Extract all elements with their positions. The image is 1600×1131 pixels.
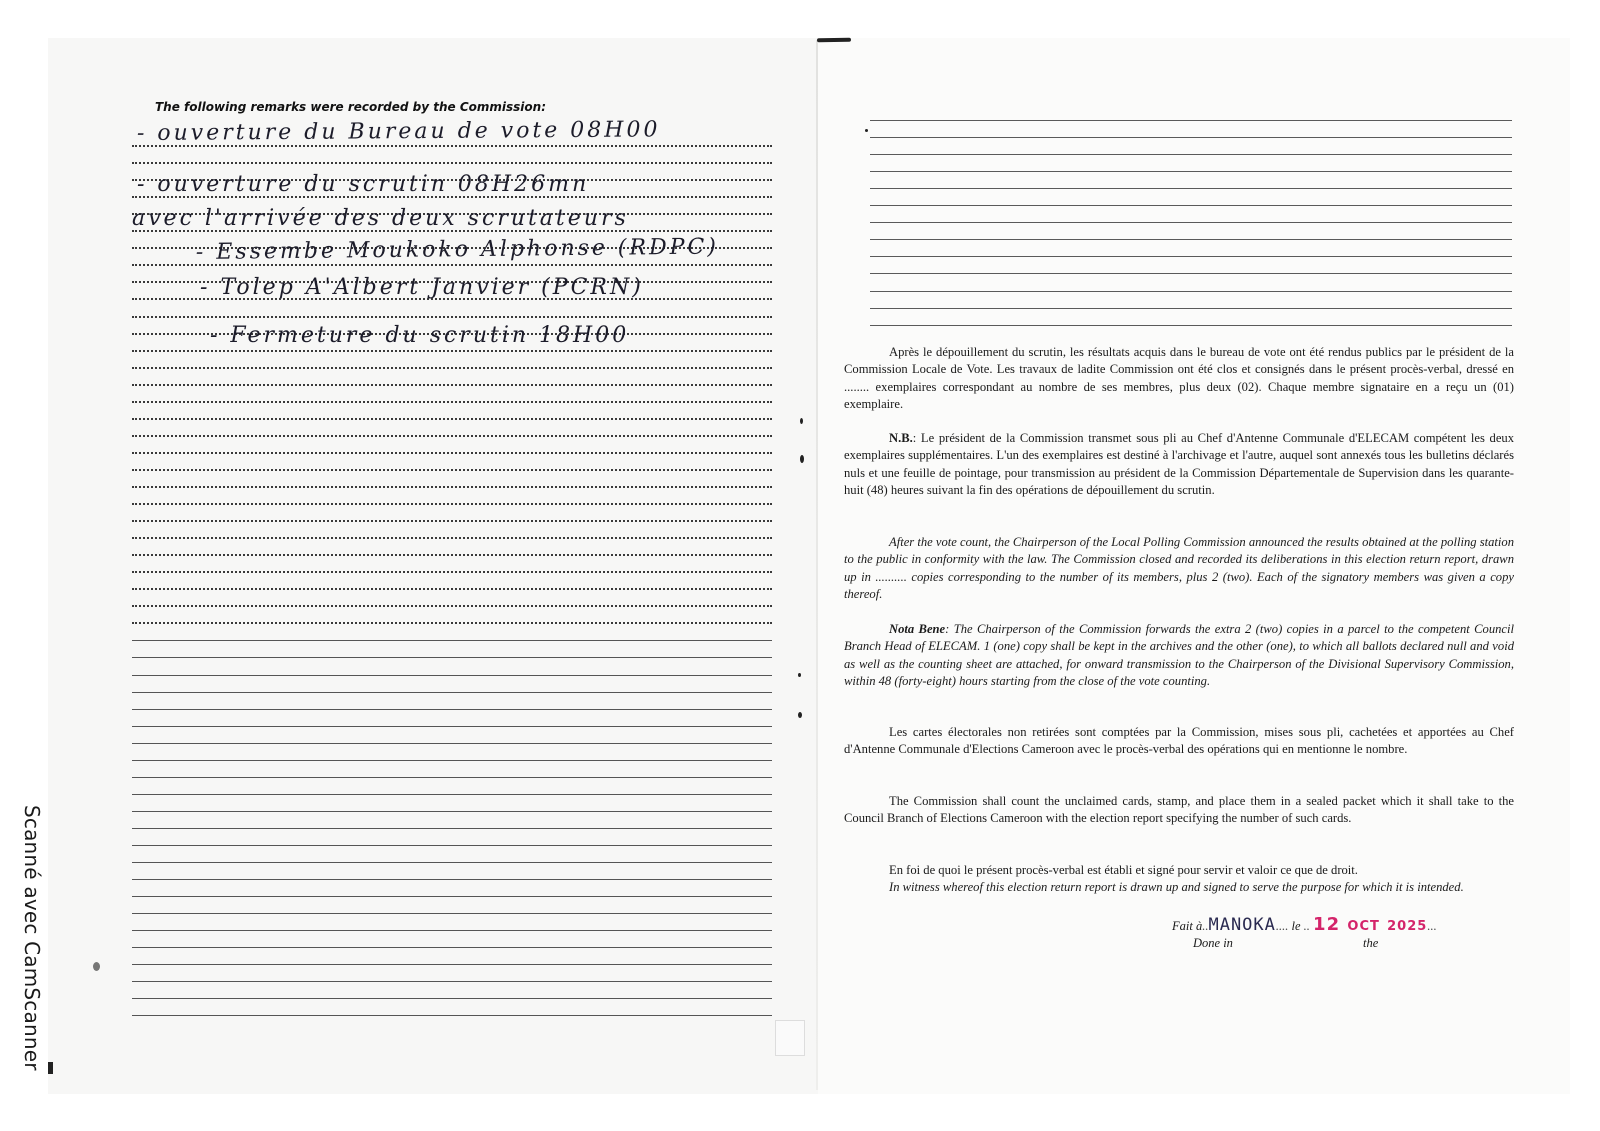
paragraph-fr-witness: En foi de quoi le présent procès-verbal est établi et signé pour servir et valoir ce que de droit. — [889, 863, 1358, 877]
ruled-line — [870, 240, 1512, 257]
fait-a-label: Fait à — [1172, 919, 1203, 933]
ruled-line — [870, 189, 1512, 206]
ruled-line — [132, 471, 772, 488]
ruled-line — [132, 795, 772, 812]
ruled-line — [132, 676, 772, 693]
ruled-line — [132, 710, 772, 727]
ruled-line — [132, 573, 772, 590]
ruled-line — [870, 223, 1512, 240]
ruled-line — [132, 931, 772, 948]
fold-mark — [817, 38, 851, 43]
ruled-line — [132, 352, 772, 369]
paragraph-fr-cards: Les cartes électorales non retirées sont comptées par la Commission, mises sous pli, cachetées et apportées au Chef d'Antenne Communale d'Elections Cameroon avec le procès-verbal des opérations qui en mentionne le nombre. — [844, 725, 1514, 757]
ruled-line — [132, 522, 772, 539]
ruled-line — [132, 641, 772, 658]
ruled-line — [132, 624, 772, 641]
corner-artifact — [775, 1020, 805, 1056]
right-ruled-lines — [870, 104, 1512, 326]
ruled-line — [132, 761, 772, 778]
ruled-line — [132, 744, 772, 761]
ruled-line — [870, 138, 1512, 155]
ruled-line — [870, 121, 1512, 138]
ruled-line — [132, 999, 772, 1016]
ruled-line — [132, 488, 772, 505]
place-value: MANOKA — [1208, 915, 1276, 935]
remarks-title: The following remarks were recorded by the Commission: — [155, 100, 546, 114]
ruled-line — [132, 982, 772, 999]
paragraph-fr-results: Après le dépouillement du scrutin, les résultats acquis dans le bureau de vote ont été rendus publics par le président de la Commission Locale de Vote. Les travaux de ladite Commission ont été clos et consignés dans le présent procès-verbal, dressé en ........ exemplaires correspondant au nombre de ses membres, plus deux (02). Chaque membre signataire en a reçu un (01) exemplaire. — [844, 345, 1514, 412]
handwritten-remark: - Fermeture du scrutin 18H00 — [210, 323, 630, 348]
ruled-line — [132, 897, 772, 914]
the-label: the — [1363, 936, 1379, 950]
paragraph-en-results: After the vote count, the Chairperson of the Local Polling Commission announced the results obtained at the polling station to the public in conformity with the law. The Commission closed and recorded its deliberations in this election return report, drawn up in .......... copies corresponding to the number of its members, plus 2 (two). Each of the signatory members was given a copy thereof. — [844, 535, 1514, 602]
scan-speck — [800, 418, 803, 424]
ruled-line — [132, 590, 772, 607]
ruled-line — [132, 829, 772, 846]
ruled-line — [132, 948, 772, 965]
ruled-line — [132, 607, 772, 624]
ruled-line — [132, 386, 772, 403]
ruled-line — [132, 505, 772, 522]
ruled-line — [132, 420, 772, 437]
ruled-line — [870, 292, 1512, 309]
page-fold — [816, 40, 818, 1090]
ruled-line — [132, 369, 772, 386]
ruled-line — [132, 693, 772, 710]
ruled-line — [132, 658, 772, 675]
scan-edge-mark — [48, 1062, 53, 1074]
le-label: le — [1291, 919, 1301, 933]
ruled-line — [132, 965, 772, 982]
signature-line: Fait à..MANOKA.... le .. 12 OCT 2025... — [1172, 914, 1437, 935]
paragraph-en-cards: The Commission shall count the unclaimed cards, stamp, and place them in a sealed packet which it shall take to the Council Branch of Elections Cameroon with the election report specifying the number of such cards. — [844, 794, 1514, 826]
ruled-line — [132, 914, 772, 931]
scan-speck — [798, 712, 802, 718]
scan-speck — [800, 455, 804, 463]
ruled-line — [132, 300, 772, 317]
ruled-line — [870, 172, 1512, 189]
ruled-line — [870, 155, 1512, 172]
handwritten-remark: - ouverture du Bureau de vote 08H00 — [136, 117, 661, 146]
ruled-line — [870, 257, 1512, 274]
ruled-line — [132, 880, 772, 897]
ruled-line — [132, 778, 772, 795]
handwritten-remark: - Essembe Moukoko Alphonse (RDPC) — [195, 234, 720, 265]
paragraph-en-nota-bene: Nota Bene: The Chairperson of the Commission forwards the extra 2 (two) copies in a parcel to the competent Council Branch Head of ELECAM. 1 (one) copy shall be kept in the archives and the other (one), to which all ballots declared null and void as well as the counting sheet are attached, for onward transmission to the Chairperson of the Divisional Supervisory Commission, within 48 (forty-eight) hours starting from the close of the vote counting. — [844, 622, 1515, 689]
ruled-line — [132, 437, 772, 454]
ruled-line — [132, 812, 772, 829]
camscanner-watermark: Scanné avec CamScanner — [20, 805, 44, 1071]
ruled-line — [132, 863, 772, 880]
ruled-line — [132, 556, 772, 573]
scan-speck — [93, 962, 100, 971]
ruled-line — [870, 104, 1512, 121]
date-stamp: 12 OCT 2025 — [1313, 914, 1428, 935]
ruled-line — [132, 454, 772, 471]
handwritten-remark: avec l'arrivée des deux scrutateurs — [132, 206, 629, 231]
handwritten-remark: - Tolep A'Albert Janvier (PCRN) — [200, 275, 644, 300]
paragraph-en-witness: In witness whereof this election return report is drawn up and signed to serve the purpose for which it is intended. — [889, 880, 1464, 894]
handwritten-remark: - ouverture du scrutin 08H26mn — [137, 172, 590, 197]
bullet-mark — [865, 129, 868, 132]
ruled-line — [132, 846, 772, 863]
ruled-line — [132, 727, 772, 744]
ruled-line — [870, 206, 1512, 223]
ruled-line — [870, 309, 1512, 326]
ruled-line — [132, 403, 772, 420]
ruled-line — [132, 147, 772, 164]
scan-speck — [798, 673, 801, 677]
ruled-line — [132, 539, 772, 556]
done-in-label: Done in — [1193, 936, 1233, 950]
paragraph-fr-nb: N.B.: Le président de la Commission transmet sous pli au Chef d'Antenne Communale d'ELECAM compétent les deux exemplaires supplémentaires. L'un des exemplaires est destiné à l'archivage et l'autre, auquel sont annexés tous les bulletins déclarés nuls et une feuille de pointage, pour transmission au président de la Commission Départementale de Supervision dans les quarante-huit (48) heures suivant la fin des opérations de dépouillement du scrutin. — [844, 431, 1514, 498]
ruled-line — [870, 274, 1512, 291]
